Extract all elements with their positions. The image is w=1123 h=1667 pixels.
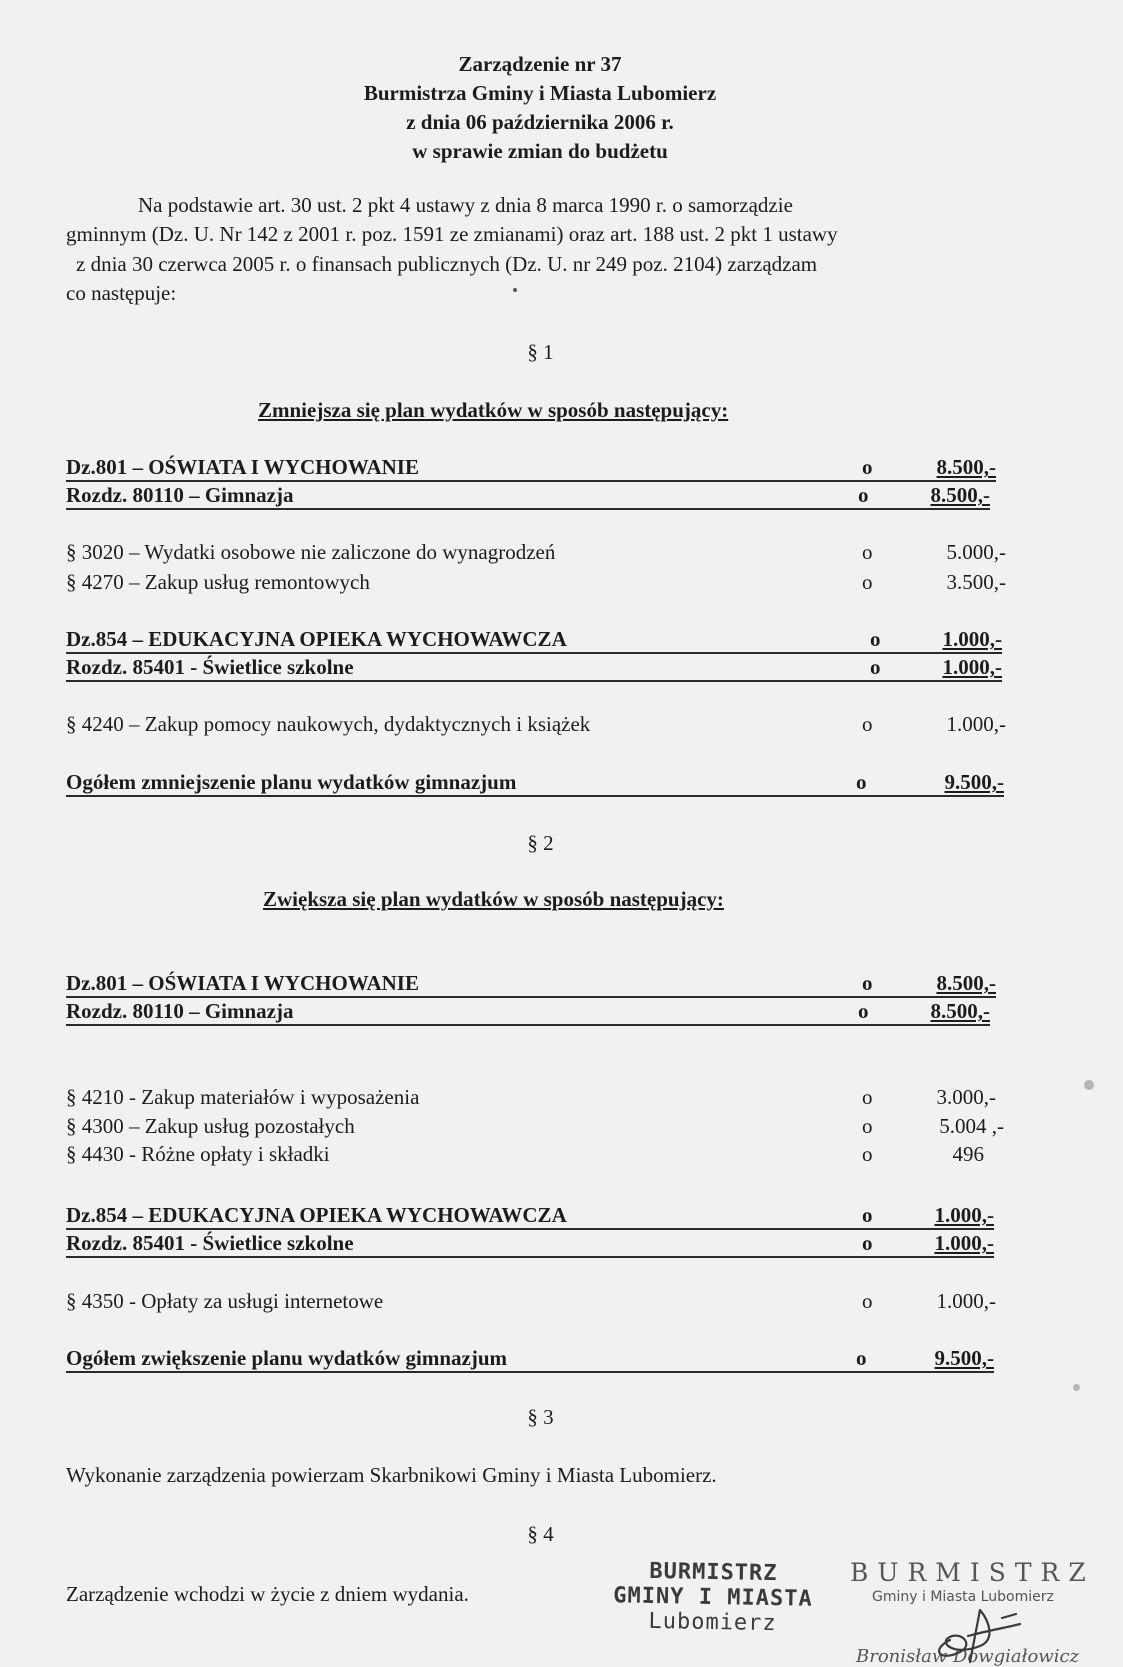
item-label: § 4350 - Opłaty za usługi internetowe — [66, 1289, 384, 1313]
s1-item-4270-row — [66, 570, 1006, 597]
item-label: § 4270 – Zakup usług remontowych — [66, 570, 370, 594]
mayor-stamp-name: Bronisław Dowgiałowicz — [856, 1646, 1080, 1667]
s1-division-854-row — [66, 627, 1002, 654]
scan-speck — [1073, 1384, 1080, 1391]
o-marker: o — [862, 1203, 873, 1227]
division-label: Dz.801 – OŚWIATA I WYCHOWANIE — [66, 971, 419, 995]
amount: 8.500,- — [930, 483, 990, 507]
o-marker: o — [862, 1085, 873, 1109]
amount: 1.000,- — [942, 627, 1002, 651]
division-label: Dz.854 – EDUKACYJNA OPIEKA WYCHOWAWCZA — [66, 1203, 567, 1227]
handwritten-signature — [920, 1600, 1040, 1666]
office-stamp — [597, 1558, 828, 1637]
amount: 3.500,- — [946, 570, 1006, 594]
o-marker: o — [862, 540, 873, 564]
s1-chapter-80110-row — [66, 483, 990, 510]
section-3-mark: § 3 — [527, 1405, 554, 1429]
o-marker: o — [862, 1114, 873, 1138]
amount: 5.000,- — [946, 540, 1006, 564]
mayor-stamp — [850, 1558, 1120, 1667]
s2-item-4430-row — [66, 1142, 996, 1169]
title-line-1: Zarządzenie nr 37 — [458, 52, 622, 76]
s2-division-801-row — [66, 971, 996, 998]
s2-item-4300-row — [66, 1114, 1004, 1141]
s2-chapter-85401-row — [66, 1231, 994, 1258]
amount: 8.500,- — [930, 999, 990, 1023]
o-marker: o — [862, 570, 873, 594]
stamp-line-2: GMINY I MIASTA — [613, 1583, 813, 1612]
total-label: Ogółem zmniejszenie planu wydatków gimnazjum — [66, 770, 517, 794]
intro-line-1: Na podstawie art. 30 ust. 2 pkt 4 ustawy z dnia 8 marca 1990 r. o samorządzie — [138, 193, 793, 217]
amount: 9.500,- — [934, 1346, 994, 1370]
o-marker: o — [862, 1142, 873, 1166]
o-marker: o — [862, 712, 873, 736]
s1-chapter-85401-row — [66, 655, 1002, 682]
intro-line-4: co następuje: — [66, 281, 177, 305]
amount: 9.500,- — [944, 770, 1004, 794]
scan-speck — [1084, 1080, 1094, 1090]
section-2-heading: Zwiększa się plan wydatków w sposób następujący: — [263, 887, 724, 911]
s1-item-3020-row — [66, 540, 1006, 567]
o-marker: o — [862, 455, 873, 479]
division-label: Dz.854 – EDUKACYJNA OPIEKA WYCHOWAWCZA — [66, 627, 567, 651]
item-label: § 4240 – Zakup pomocy naukowych, dydaktycznych i książek — [66, 712, 591, 736]
title-line-2: Burmistrza Gminy i Miasta Lubomierz — [363, 81, 717, 105]
stamp-line-3: Lubomierz — [648, 1608, 777, 1637]
chapter-label: Rozdz. 85401 - Świetlice szkolne — [66, 655, 354, 679]
section-1-mark: § 1 — [527, 340, 554, 364]
mayor-stamp-title: BURMISTRZ — [850, 1558, 1095, 1587]
section-1-heading: Zmniejsza się plan wydatków w sposób następujący: — [258, 398, 729, 422]
o-marker: o — [862, 971, 873, 995]
s1-division-801-row — [66, 455, 996, 482]
stamp-line-1: BURMISTRZ — [649, 1558, 778, 1587]
item-label: § 4300 – Zakup usług pozostałych — [66, 1114, 355, 1138]
document-title — [0, 50, 1080, 166]
o-marker: o — [858, 483, 869, 507]
amount: 1.000,- — [946, 712, 1006, 736]
s2-item-4210-row — [66, 1085, 996, 1112]
o-marker: o — [870, 627, 881, 651]
section-4-text: Zarządzenie wchodzi w życie z dniem wydania. — [66, 1582, 469, 1606]
amount: 5.004 ,- — [939, 1114, 1004, 1138]
o-marker: o — [862, 1231, 873, 1255]
item-label: § 4210 - Zakup materiałów i wyposażenia — [66, 1085, 420, 1109]
s1-item-4240-row — [66, 712, 1006, 739]
total-label: Ogółem zwiększenie planu wydatków gimnazjum — [66, 1346, 507, 1370]
section-2-mark: § 2 — [527, 831, 554, 855]
o-marker: o — [856, 1346, 867, 1370]
s2-division-854-row — [66, 1203, 994, 1230]
scan-speck — [513, 288, 517, 292]
o-marker: o — [858, 999, 869, 1023]
s2-item-4350-row — [66, 1289, 996, 1316]
division-label: Dz.801 – OŚWIATA I WYCHOWANIE — [66, 455, 419, 479]
chapter-label: Rozdz. 80110 – Gimnazja — [66, 999, 294, 1023]
s2-chapter-80110-row — [66, 999, 990, 1026]
section-3-text: Wykonanie zarządzenia powierzam Skarbnikowi Gminy i Miasta Lubomierz. — [66, 1463, 717, 1487]
o-marker: o — [870, 655, 881, 679]
s1-total-row — [66, 770, 1004, 797]
intro-line-3: z dnia 30 czerwca 2005 r. o finansach publicznych (Dz. U. nr 249 poz. 2104) zarządzam — [76, 252, 818, 276]
item-label: § 4430 - Różne opłaty i składki — [66, 1142, 330, 1166]
intro-line-2: gminnym (Dz. U. Nr 142 z 2001 r. poz. 1591 ze zmianami) oraz art. 188 ust. 2 pkt 1 ustawy — [66, 222, 838, 246]
mayor-stamp-office: Gminy i Miasta Lubomierz — [872, 1589, 1054, 1605]
title-line-3: z dnia 06 października 2006 r. — [406, 110, 674, 134]
amount: 1.000,- — [934, 1231, 994, 1255]
o-marker: o — [856, 770, 867, 794]
title-line-4: w sprawie zmian do budżetu — [412, 139, 668, 163]
amount: 3.000,- — [936, 1085, 996, 1109]
s2-total-row — [66, 1346, 994, 1373]
amount: 1.000,- — [942, 655, 1002, 679]
item-label: § 3020 – Wydatki osobowe nie zaliczone do wynagrodzeń — [66, 540, 556, 564]
amount: 8.500,- — [936, 455, 996, 479]
amount: 8.500,- — [936, 971, 996, 995]
amount: 1.000,- — [936, 1289, 996, 1313]
chapter-label: Rozdz. 80110 – Gimnazja — [66, 483, 294, 507]
amount: 1.000,- — [934, 1203, 994, 1227]
amount: 496 — [952, 1142, 984, 1166]
section-4-mark: § 4 — [527, 1522, 554, 1546]
chapter-label: Rozdz. 85401 - Świetlice szkolne — [66, 1231, 354, 1255]
o-marker: o — [862, 1289, 873, 1313]
